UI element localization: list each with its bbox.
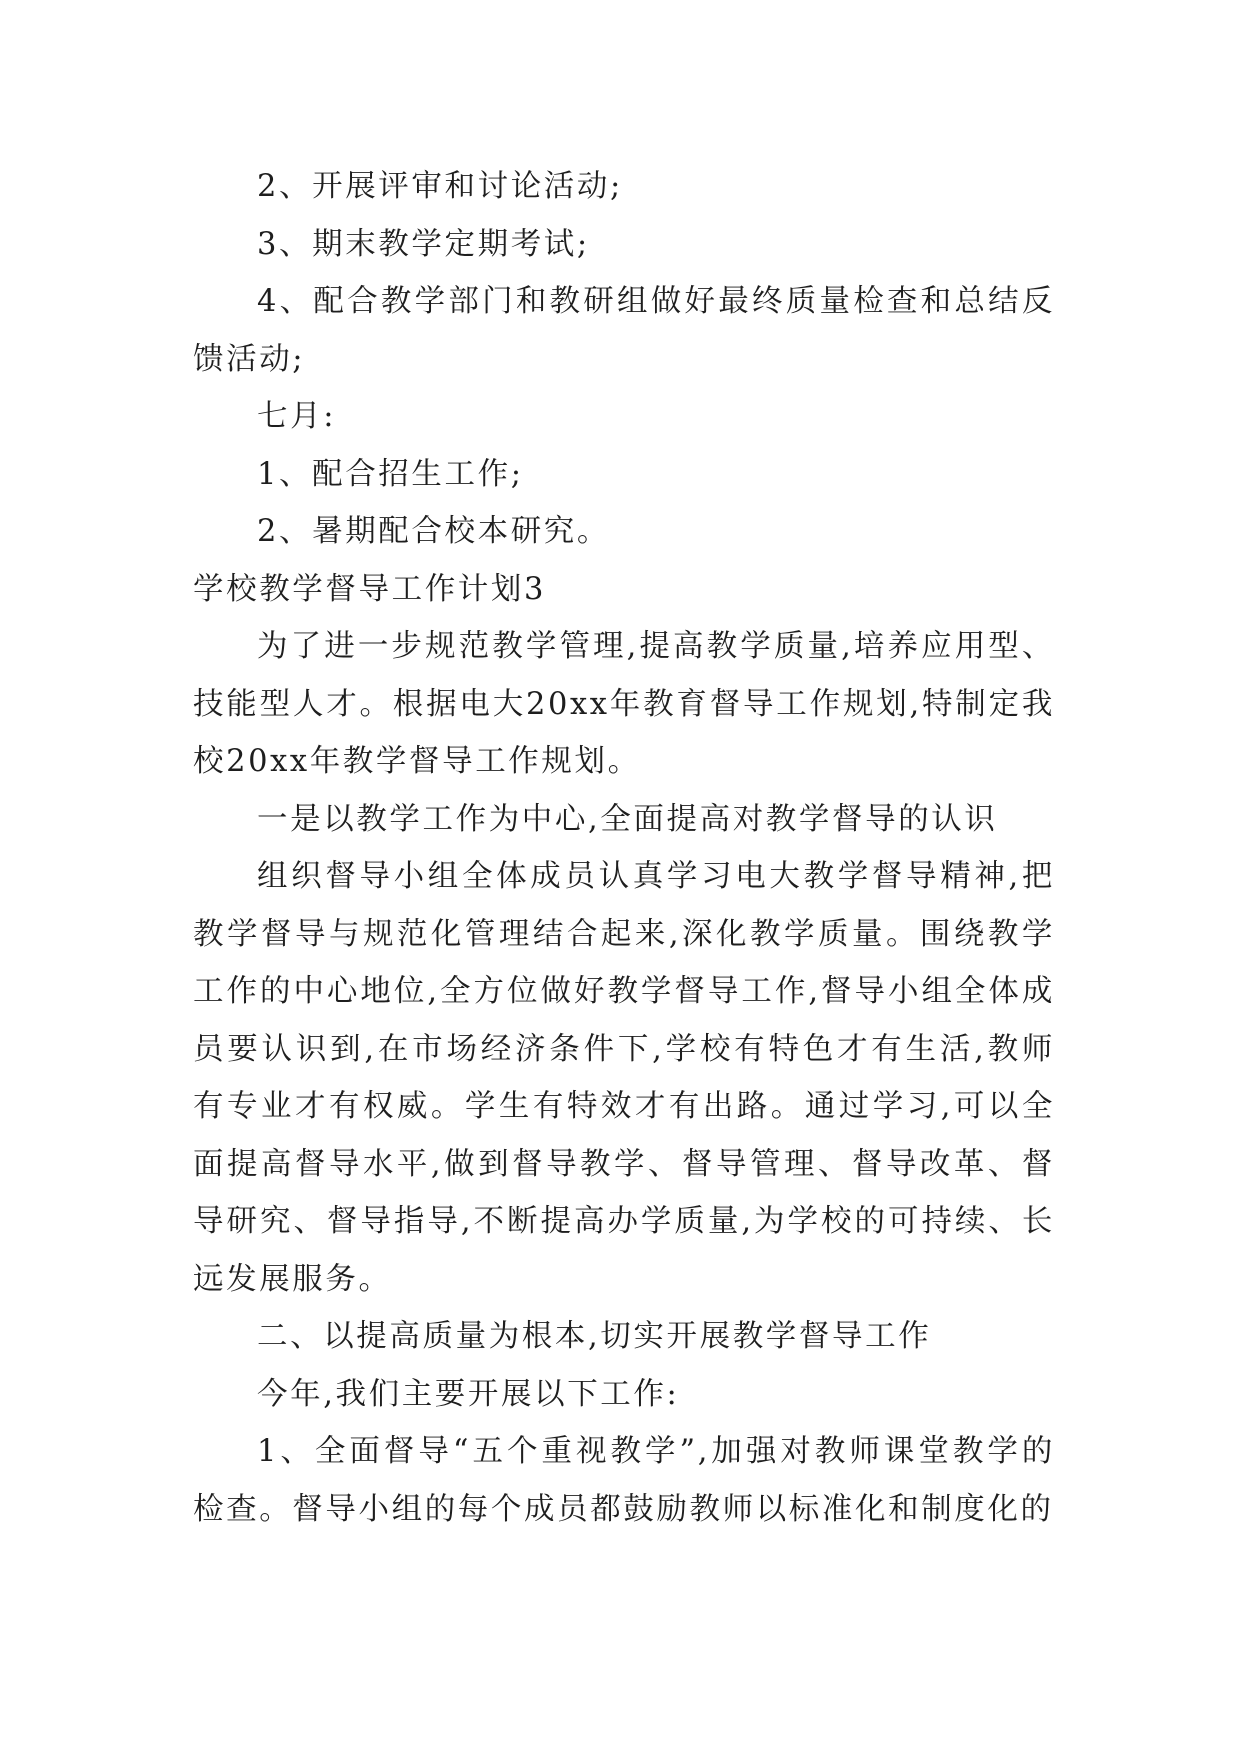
paragraph: 一是以教学工作为中心,全面提高对教学督导的认识 bbox=[257, 801, 998, 837]
paragraph: 今年,我们主要开展以下工作: bbox=[257, 1376, 680, 1412]
paragraph: 七月: bbox=[257, 399, 337, 434]
paragraph: 1、全面督导“五个重视教学”,加强对教师课堂教学的检查。督导小组的每个成员都鼓励教师以标准化和制度化的 bbox=[193, 1434, 1055, 1527]
paragraph: 二、以提高质量为根本,切实开展教学督导工作 bbox=[257, 1319, 932, 1354]
paragraph: 3、期末教学定期考试; bbox=[257, 226, 590, 262]
paragraph: 1、配合招生工作; bbox=[257, 456, 524, 492]
document-body bbox=[193, 158, 1055, 1538]
paragraph: 2、开展评审和讨论活动; bbox=[257, 169, 623, 204]
paragraph: 4、配合教学部门和教研组做好最终质量检查和总结反馈活动; bbox=[193, 284, 1055, 377]
paragraph: 2、暑期配合校本研究。 bbox=[257, 514, 611, 549]
paragraph: 为了进一步规范教学管理,提高教学质量,培养应用型、技能型人才。根据电大20xx年教育督导工作规划,特制定我校20xx年教学督导工作规划。 bbox=[193, 629, 1055, 779]
paragraph: 组织督导小组全体成员认真学习电大教学督导精神,把教学督导与规范化管理结合起来,深化教学质量。围绕教学工作的中心地位,全方位做好教学督导工作,督导小组全体成员要认识到,在市场经济条件下,学校有特色才有生活,教师有专业才有权威。学生有特效才有出路。通过学习,可以全面提高督导水平,做到督导教学、督导管理、督导改革、督导研究、督导指导,不断提高办学质量,为学校的可持续、长远发展服务。 bbox=[193, 859, 1055, 1297]
section-heading: 学校教学督导工作计划3 bbox=[193, 571, 547, 607]
